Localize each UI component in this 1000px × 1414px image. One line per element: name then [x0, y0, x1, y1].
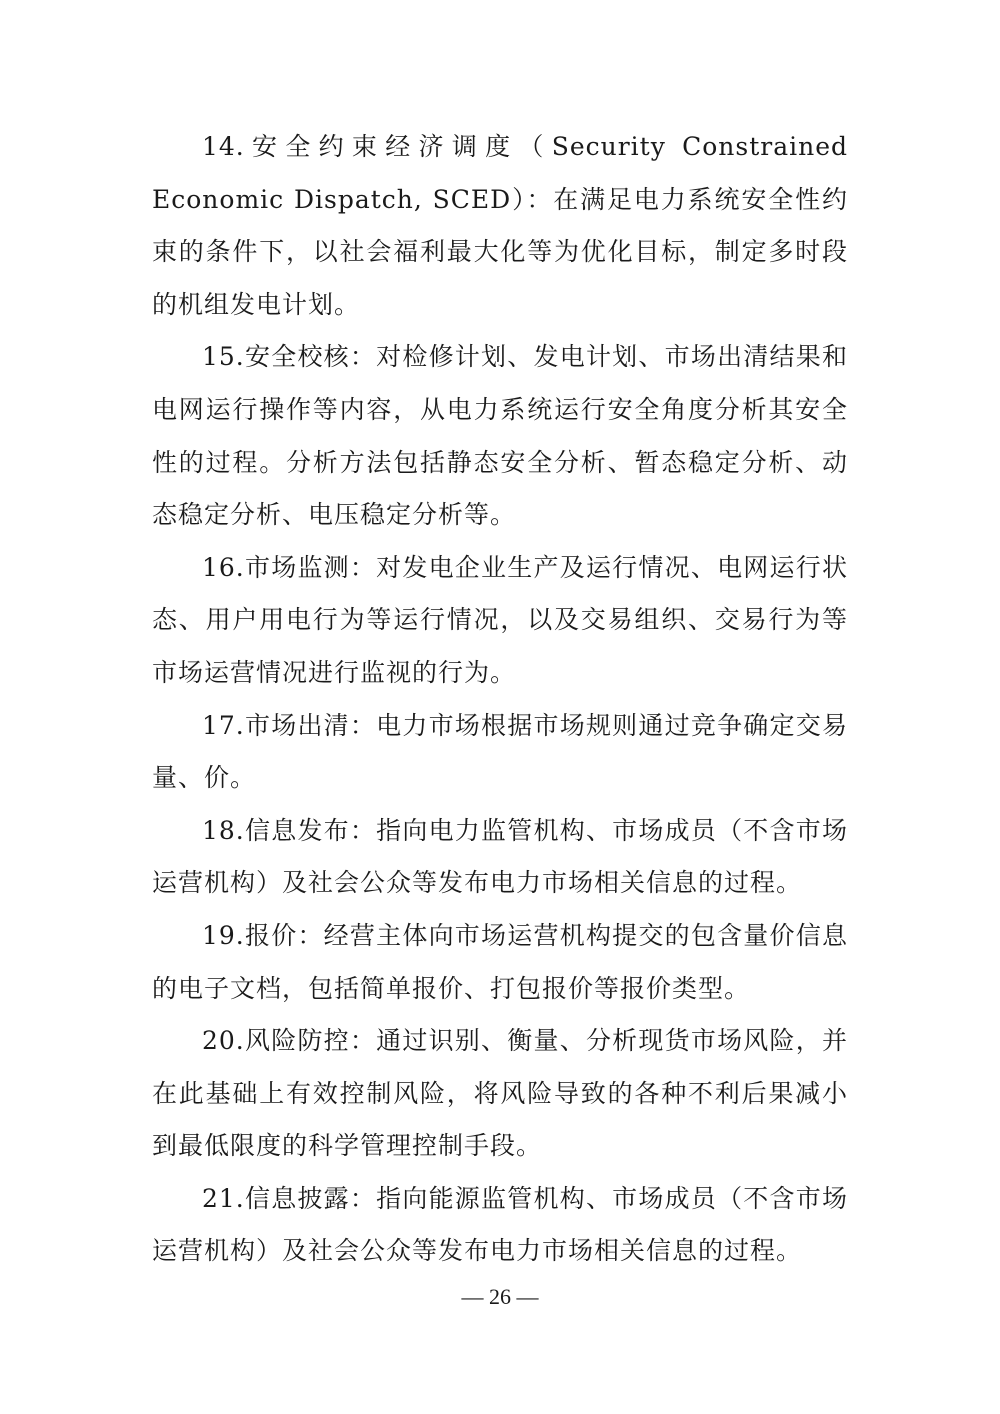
paragraph-17: 17.市场出清：电力市场根据市场规则通过竞争确定交易量、价。 — [152, 710, 848, 793]
paragraph-21: 21.信息披露：指向能源监管机构、市场成员（不含市场运营机构）及社会公众等发布电力市场相关信息的过程。 — [152, 1183, 848, 1266]
paragraph-16: 16.市场监测：对发电企业生产及运行情况、电网运行状态、用户用电行为等运行情况，以及交易组织、交易行为等市场运营情况进行监视的行为。 — [152, 552, 848, 687]
paragraph-19: 19.报价：经营主体向市场运营机构提交的包含量价信息的电子文档，包括简单报价、打包报价等报价类型。 — [152, 920, 848, 1003]
paragraph-18: 18.信息发布：指向电力监管机构、市场成员（不含市场运营机构）及社会公众等发布电力市场相关信息的过程。 — [152, 815, 848, 898]
paragraph-14: 14.安全约束经济调度（Security Constrained Economic Dispatch, SCED）：在满足电力系统安全性约束的条件下，以社会福利最大化等为优化目标，制定多时段的机组发电计划。 — [152, 132, 848, 319]
paragraph-15: 15.安全校核：对检修计划、发电计划、市场出清结果和电网运行操作等内容，从电力系统运行安全角度分析其安全性的过程。分析方法包括静态安全分析、暂态稳定分析、动态稳定分析、电压稳定分析等。 — [152, 342, 848, 530]
paragraph-20: 20.风险防控：通过识别、衡量、分析现货市场风险，并在此基础上有效控制风险，将风险导致的各种不利后果减小到最低限度的科学管理控制手段。 — [152, 1026, 848, 1161]
page-number: — 26 — — [461, 1284, 539, 1309]
document-body — [152, 121, 848, 1278]
